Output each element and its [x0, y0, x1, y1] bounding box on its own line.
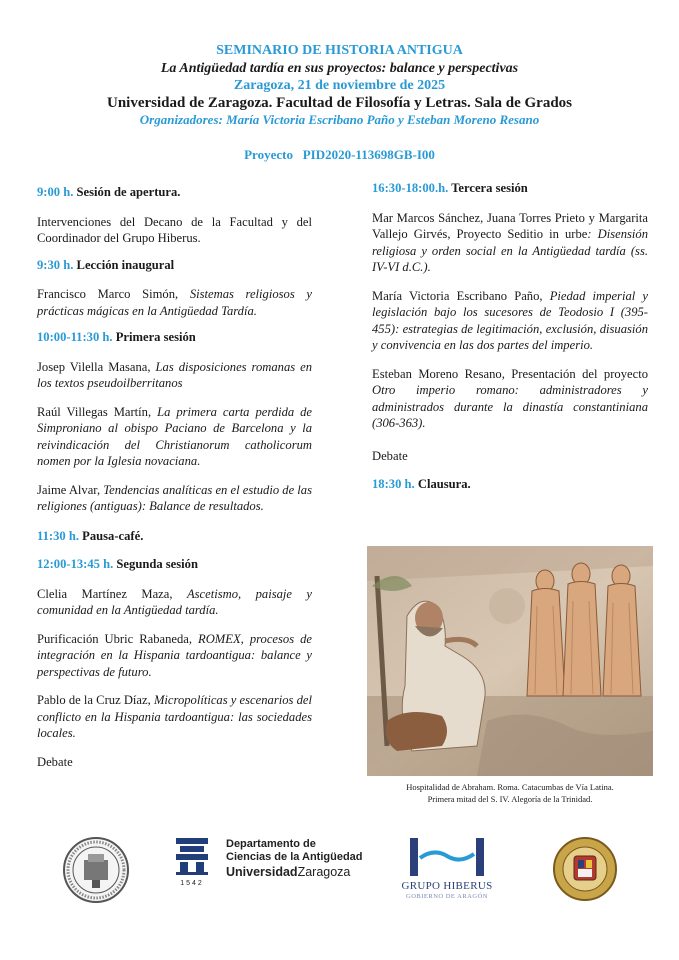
talk-author: Jaime Alvar, — [37, 482, 104, 497]
seal-icon — [62, 836, 130, 904]
talk-title: Sistemas religiosos y prácticas mágicas en la Antigüedad Tardía. — [37, 287, 312, 318]
university-crest-logo — [172, 836, 212, 895]
department-label — [226, 838, 363, 880]
debate: Debate — [372, 448, 408, 463]
university-name — [226, 864, 363, 880]
talk-title: Ascetismo, paisaje y comunidad en la Antigüedad tardía. — [37, 586, 312, 617]
talk-author: Francisco Marco Simón, — [37, 287, 190, 301]
talk-entry — [372, 366, 648, 432]
session-break-heading — [37, 528, 312, 545]
talk-entry — [372, 210, 648, 276]
organizers: Organizadores: María Victoria Escribano Paño y Esteban Moreno Resano — [139, 112, 540, 127]
talk-author: Mar Marcos Sánchez, Juana Torres Prieto y Margarita Vallejo Girvés, Proyecto Seditio in urbe — [372, 210, 648, 241]
debate: Debate — [37, 754, 73, 769]
talk-title: : Disensión religiosa y orden social en la Antigüedad tardía (ss. IV-VI d.C.). — [372, 227, 648, 274]
image-caption — [367, 781, 653, 805]
session-closing-heading — [372, 476, 648, 493]
seal-logo-left — [62, 836, 130, 909]
program-left-column — [37, 184, 312, 770]
session-title: Clausura. — [417, 477, 471, 491]
talk-author: Raúl Villegas Martín, — [37, 404, 158, 419]
hiberus-icon — [408, 836, 486, 878]
date-place: Zaragoza, 21 de noviembre de 2025 — [233, 78, 446, 93]
seal-logo-right — [552, 836, 618, 907]
dept-line: Departamento de — [226, 838, 316, 850]
talk-entry — [37, 404, 312, 470]
talk-title-rest: , procesos de integración en la Hispania tardoantigua: balance y perspectivas de futuro. — [37, 631, 312, 679]
session-time: 10:00-11:30 h. — [37, 330, 113, 344]
talk-entry — [37, 482, 312, 515]
talk-title: Otro imperio romano: administradores y administrados durante la dinastía constantiniana (306-363). — [372, 383, 648, 430]
talk-title: La primera carta perdida de Simproniano al obispo Paciano de Barcelona y la reivindicación del Christianorum catholicorum nomen por la Iglesia novaciana. — [37, 404, 313, 468]
session-title: Pausa-café. — [82, 528, 144, 543]
session-time: 16:30-18:00.h. — [372, 181, 449, 195]
caption-line: Hospitalidad de Abraham. Roma. Catacumbas de Vía Latina. — [406, 782, 614, 792]
talk-title: Piedad imperial y legislación bajo los sucesores de Teodosio I (395-455): estrategias de legitimación, exclusión, disuasión y convivencia en las dos partes del imperio. — [372, 288, 648, 352]
hiberus-name: GRUPO HIBERUS — [401, 880, 493, 892]
talk-entry — [37, 631, 312, 681]
talk-entry — [37, 692, 312, 742]
talk-author: Esteban Moreno Resano, Presentación del proyecto — [372, 366, 648, 381]
dept-line: Ciencias de la Antigüedad — [226, 851, 363, 863]
fresco-image — [367, 546, 653, 776]
session-time: 9:00 h. — [37, 185, 74, 199]
talk-title: Tendencias analíticas en el estudio de las religiones (antiguas): Balance de resultados. — [37, 482, 313, 513]
session-time: 12:00-13:45 h. — [37, 557, 114, 571]
talk-entry — [372, 288, 648, 354]
session-opening-heading — [37, 184, 312, 201]
talk-entry — [37, 286, 312, 319]
talk-title: Micropolíticas y escenarios del conflicto en la Hispania tardoantigua: las sociedades locales. — [37, 693, 312, 740]
session-inaugural-heading — [37, 257, 312, 274]
talk-author: Pablo de la Cruz Díaz, — [37, 693, 154, 707]
talk-title: ROMEX — [198, 631, 241, 646]
talk-title: Las disposiciones romanas en los textos pseudoilberritanos — [37, 359, 313, 390]
talk-author: Josep Vilella Masana, — [37, 359, 156, 374]
talk-entry — [37, 359, 312, 392]
hiberus-logo — [408, 836, 486, 883]
session-time: 11:30 h. — [37, 528, 79, 543]
hiberus-subtitle: GOBIERNO DE ARAGÓN — [406, 893, 488, 900]
session-title: Sesión de apertura. — [76, 185, 181, 199]
project-code: Proyecto PID2020-113698GB-I00 — [244, 147, 435, 162]
session-time: 18:30 h. — [372, 477, 415, 491]
session-third-heading — [372, 180, 648, 197]
venue: Universidad de Zaragoza. Facultad de Filosofía y Letras. Sala de Grados — [107, 95, 572, 111]
session-title: Tercera sesión — [451, 181, 528, 195]
session-second-heading — [37, 556, 312, 573]
program-right-column — [372, 180, 648, 493]
session-title: Primera sesión — [115, 330, 196, 344]
talk-author: Purificación Ubric Rabaneda, — [37, 631, 198, 646]
caption-line: Primera mitad del S. IV. Alegoría de la Trinidad. — [427, 794, 593, 804]
seal-icon — [552, 836, 618, 902]
session-first-heading — [37, 329, 312, 346]
talk-author: María Victoria Escribano Paño, — [372, 288, 550, 303]
session-title: Lección inaugural — [76, 257, 175, 272]
seminar-title: SEMINARIO DE HISTORIA ANTIGUA — [216, 43, 463, 58]
talk-entry — [37, 586, 312, 619]
fresco-painting — [367, 546, 653, 776]
talk-author: Clelia Martínez Maza, — [37, 586, 187, 601]
university-word: Universidad — [226, 865, 298, 879]
university-year: 1542 — [180, 880, 204, 887]
session-title: Segunda sesión — [116, 557, 198, 571]
session-time: 9:30 h. — [37, 257, 74, 272]
seminar-subtitle: La Antigüedad tardía en sus proyectos: balance y perspectivas — [160, 61, 519, 76]
opening-text: Intervenciones del Decano de la Facultad y del Coordinador del Grupo Hiberus. — [37, 214, 312, 245]
university-city: Zaragoza — [297, 865, 351, 879]
